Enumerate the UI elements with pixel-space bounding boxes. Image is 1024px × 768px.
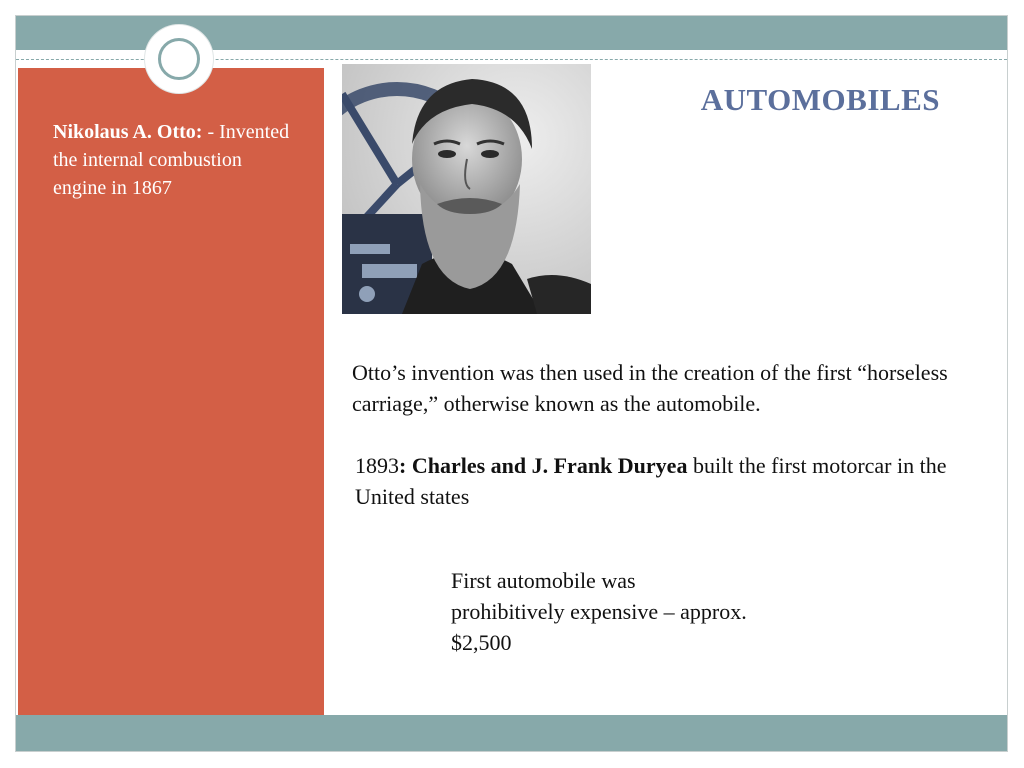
duryea-rest: built the first motorcar in the United states	[355, 453, 947, 509]
portrait-photo	[342, 64, 591, 314]
duryea-year: 1893	[355, 453, 399, 478]
sidebar-dash: -	[202, 121, 215, 143]
sidebar-name: Nikolaus A. Otto:	[53, 121, 203, 143]
bottom-accent-band	[16, 715, 1007, 751]
sidebar-description: Invented the internal combustion engine in 1867	[53, 121, 290, 199]
paragraph-duryea	[355, 450, 995, 512]
circle-ornament	[145, 25, 213, 93]
sidebar-panel	[18, 68, 324, 715]
paragraph-price: First automobile was prohibitively expensive – approx. $2,500	[451, 568, 747, 655]
sidebar-text	[53, 118, 293, 202]
duryea-names: : Charles and J. Frank Duryea	[399, 453, 688, 478]
slide-title: AUTOMOBILES	[700, 82, 940, 117]
paragraph-otto-invention: Otto’s invention was then used in the creation of the first “horseless carriage,” otherwise known as the automobile.	[352, 360, 948, 416]
circle-ornament-ring	[158, 38, 200, 80]
